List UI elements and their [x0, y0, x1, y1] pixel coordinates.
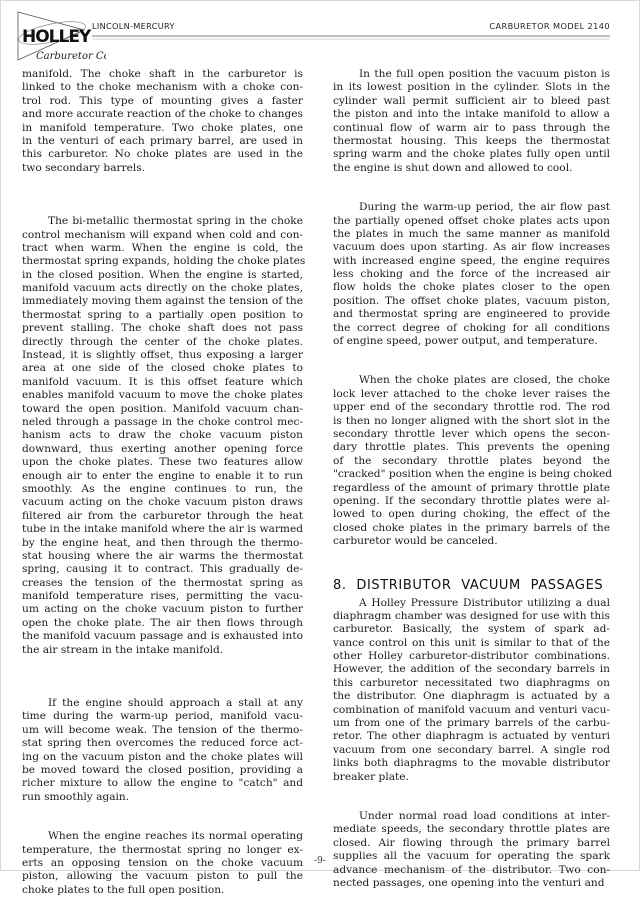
text-line: immediately moving them against the tension of the — [22, 295, 303, 308]
paragraph — [22, 215, 306, 657]
paragraph-spacer — [22, 657, 303, 697]
right-column — [333, 68, 613, 890]
text-line: erts an opposing tension on the choke vacuum — [22, 856, 303, 869]
text-line: closed. Air flowing through the primary barrel — [333, 836, 610, 849]
text-line: open the choke plate. The air then flows through — [22, 616, 303, 629]
text-line: thermostat spring expands, holding the choke plates — [22, 255, 306, 268]
text-line: two secondary barrels. — [22, 161, 146, 174]
text-line: manifold temperature rises, permitting the vacu- — [22, 590, 303, 603]
text-line: choke plates to the full open position. — [22, 883, 225, 896]
text-line: tube in the intake manifold where the air is warmed — [22, 523, 303, 536]
text-line: by the engine heat, and then through the thermo- — [22, 536, 303, 549]
text-line: cylinder wall permit sufficient air to bleed past — [333, 94, 610, 107]
text-line: stat spring then overcomes the reduced force act- — [22, 737, 303, 750]
text-line: secondary throttle lever which opens the secon- — [333, 427, 610, 440]
text-line: regardless of the amount of primary throttle plate — [333, 481, 610, 494]
text-line: manifold. The choke shaft in the carburetor is — [22, 68, 303, 80]
text-line: smoothly. As the engine continues to run, the — [22, 482, 303, 495]
text-line: the manifold vacuum passage and is exhausted into — [22, 630, 303, 643]
text-line: combination of manifold vacuum and venturi vacu- — [333, 703, 610, 716]
text-line: prevent stalling. The choke shaft does not pass — [22, 322, 303, 335]
text-line: carburetor. Basically, the system of spark ad- — [333, 623, 610, 636]
text-line: piston, allowing the vacuum piston to pull the — [22, 870, 303, 883]
text-line: nected passages, one opening into the venturi and — [333, 876, 605, 889]
text-line: Instead, it is slightly offset, thus exposing a larger — [22, 349, 303, 362]
text-line: opening. If the secondary throttle plates were al- — [333, 494, 610, 507]
text-line: If the engine should approach a stall at any — [48, 697, 303, 710]
text-line: manifold vacuum acts directly on the choke plates, — [22, 282, 303, 295]
text-line: control mechanism will expand when cold and con- — [22, 228, 303, 241]
text-line: is then no longer aligned with the short slot in the — [333, 414, 610, 427]
text-line: When the engine reaches its normal operating — [48, 830, 303, 843]
text-line: breaker plate. — [333, 770, 409, 783]
text-line: flow holds the choke plates closer to the open — [333, 281, 610, 294]
text-line: the engine is shut down and allowed to cool. — [333, 161, 573, 174]
text-line: thermostat spring to a partially open position to — [22, 308, 303, 321]
text-line: carburetor would be canceled. — [333, 535, 498, 548]
text-line: the air stream in the intake manifold. — [22, 643, 224, 656]
text-line: the piston and into the intake manifold to allow a — [333, 108, 610, 121]
logo-brand-text: HOLLEY — [22, 27, 91, 47]
paragraph — [333, 597, 610, 784]
text-line: be moved toward the closed position, providing a — [22, 763, 303, 776]
text-line: toward the open position. Manifold vacuum chan- — [22, 402, 303, 415]
text-line: links both diaphragms to the movable distributor — [333, 757, 610, 770]
text-line: the plates in much the same manner as manifold — [333, 227, 610, 240]
section-spacer — [333, 549, 610, 575]
paragraph — [22, 697, 303, 804]
text-line: this carburetor. No choke plates are used in the — [22, 148, 303, 161]
text-line: time during the warm-up period, manifold vacu- — [22, 710, 303, 723]
text-line: advance mechanism of the distributor. Two con- — [333, 863, 610, 876]
paragraph — [333, 68, 610, 175]
text-line: supplies all the vacuum for operating the spark — [333, 850, 610, 863]
text-line: vacuum acting on the choke vacuum piston draws — [22, 496, 303, 509]
paragraph — [333, 374, 613, 548]
text-line: um will become weak. The tension of the thermo- — [22, 723, 303, 736]
paragraph — [333, 201, 610, 348]
text-line: A Holley Pressure Distributor utilizing a dual — [359, 596, 610, 609]
text-line: filtered air from the carburetor through the heat — [22, 509, 303, 522]
text-line: spring, causing it to contract. This gradually de- — [22, 563, 303, 576]
text-line: diaphragm chamber was designed for use with this — [333, 609, 610, 622]
text-line: trol rod. This type of mounting gives a faster — [22, 94, 303, 107]
text-line: When the choke plates are closed, the choke — [359, 374, 610, 387]
text-line: "cracked" position when the engine is being choked — [333, 468, 613, 481]
text-line: area at one side of the closed choke plates to — [22, 362, 303, 375]
text-line: The bi-metallic thermostat spring in the choke — [48, 215, 303, 228]
header-right-title: CARBURETOR MODEL 2140 — [489, 21, 610, 31]
text-line: downward, thus exerting another opening force — [22, 442, 303, 455]
text-line: in the closed position. When the engine is started, — [22, 268, 303, 281]
text-line: Under normal road load conditions at inter- — [359, 809, 610, 822]
text-line: continual flow of warm air to pass through the — [333, 121, 610, 134]
text-line: enough air to enter the engine to enable it to run — [22, 469, 303, 482]
page-number: -9- — [314, 856, 326, 866]
text-line: upper end of the secondary throttle rod. The rod — [333, 401, 610, 414]
text-line: of engine speed, power output, and temperature. — [333, 335, 598, 348]
left-column — [22, 68, 306, 897]
text-line: manifold vacuum. It is this offset feature which — [22, 375, 303, 388]
text-line: stat housing where the air warms the thermostat — [22, 549, 303, 562]
paragraph-spacer — [333, 348, 610, 374]
text-line: During the warm-up period, the air flow past — [359, 201, 610, 214]
text-line: tract when warm. When the engine is cold, the — [22, 241, 303, 254]
text-line: and more accurate reaction of the choke to changes — [22, 108, 303, 121]
text-line: upon the choke plates. These two features allow — [22, 456, 303, 469]
text-line: hanism acts to draw the choke vacuum piston — [22, 429, 303, 442]
text-line: position. The offset choke plates, vacuum piston, — [333, 294, 610, 307]
text-line: the correct degree of choking for all conditions — [333, 321, 610, 334]
text-line: directly through the center of the choke plates. — [22, 335, 303, 348]
text-line: mediate speeds, the secondary throttle plates are — [333, 823, 610, 836]
text-line: richer mixture to allow the engine to "catch" and — [22, 777, 303, 790]
text-line: ing on the vacuum piston and the choke plates will — [22, 750, 303, 763]
header-left-title: LINCOLN-MERCURY — [92, 21, 175, 31]
text-line: this carburetor necessitated two diaphragms on — [333, 676, 610, 689]
text-line: and thermostat spring are engineered to provide — [333, 308, 610, 321]
text-line: the partially opened offset choke plates acts upon — [333, 214, 610, 227]
text-line: in its lowest position in the cylinder. Slots in the — [333, 81, 610, 94]
paragraph-spacer — [333, 784, 610, 810]
text-line: retor. The other diaphragm is actuated by venturi — [333, 730, 610, 743]
text-line: of the secondary throttle plates beyond the — [333, 454, 610, 467]
text-line: in manifold temperature. Two choke plates, one — [22, 121, 303, 134]
text-line: closed choke plates in the primary barrels of the — [333, 521, 610, 534]
paragraph — [333, 810, 610, 890]
text-line: run smoothly again. — [22, 790, 130, 803]
text-line: less choking and the force of the increased air — [333, 268, 610, 281]
logo-script-text: Carburetor Co — [36, 51, 106, 62]
text-line: temperature, the thermostat spring no longer ex- — [22, 843, 303, 856]
text-line: other Holley carburetor-distributor combinations. — [333, 650, 610, 663]
paragraph-spacer — [333, 175, 610, 201]
text-line: vacuum from one secondary barrel. A single rod — [333, 743, 610, 756]
header-rule — [92, 35, 610, 41]
paragraph-spacer — [22, 804, 303, 830]
text-line: thermostat housing. This keeps the thermostat — [333, 134, 610, 147]
text-line: linked to the choke mechanism with a choke con- — [22, 81, 303, 94]
paragraph — [22, 68, 303, 175]
text-line: um from one of the primary barrels of the carbu- — [333, 717, 610, 730]
text-line: in the venturi of each primary barrel, are used in — [22, 134, 303, 147]
text-line: the distributor. One diaphragm is actuated by a — [333, 690, 610, 703]
text-line: dary throttle plates. This prevents the opening — [333, 441, 610, 454]
text-line: spring warm and the choke plates fully open until — [333, 148, 610, 161]
text-line: In the full open position the vacuum piston is — [359, 68, 610, 80]
text-line: with increased engine speed, the engine requires — [333, 254, 610, 267]
text-line: enables manifold vacuum to move the choke plates — [22, 389, 303, 402]
text-line: vance control on this unit is similar to that of the — [333, 636, 610, 649]
text-line: lowed to open during choking, the effect of the — [333, 508, 610, 521]
text-line: um acting on the choke vacuum piston to further — [22, 603, 303, 616]
section-heading: 8. DISTRIBUTOR VACUUM PASSAGES — [333, 577, 604, 593]
text-line: neled through a passage in the choke control mec- — [22, 415, 303, 428]
text-line: However, the addition of the secondary barrels in — [333, 663, 610, 676]
text-line: vacuum does upon starting. As air flow increases — [333, 241, 610, 254]
paragraph-spacer — [22, 175, 303, 215]
text-line: creases the tension of the thermostat spring as — [22, 576, 303, 589]
text-line: lock lever attached to the choke lever raises the — [333, 387, 610, 400]
